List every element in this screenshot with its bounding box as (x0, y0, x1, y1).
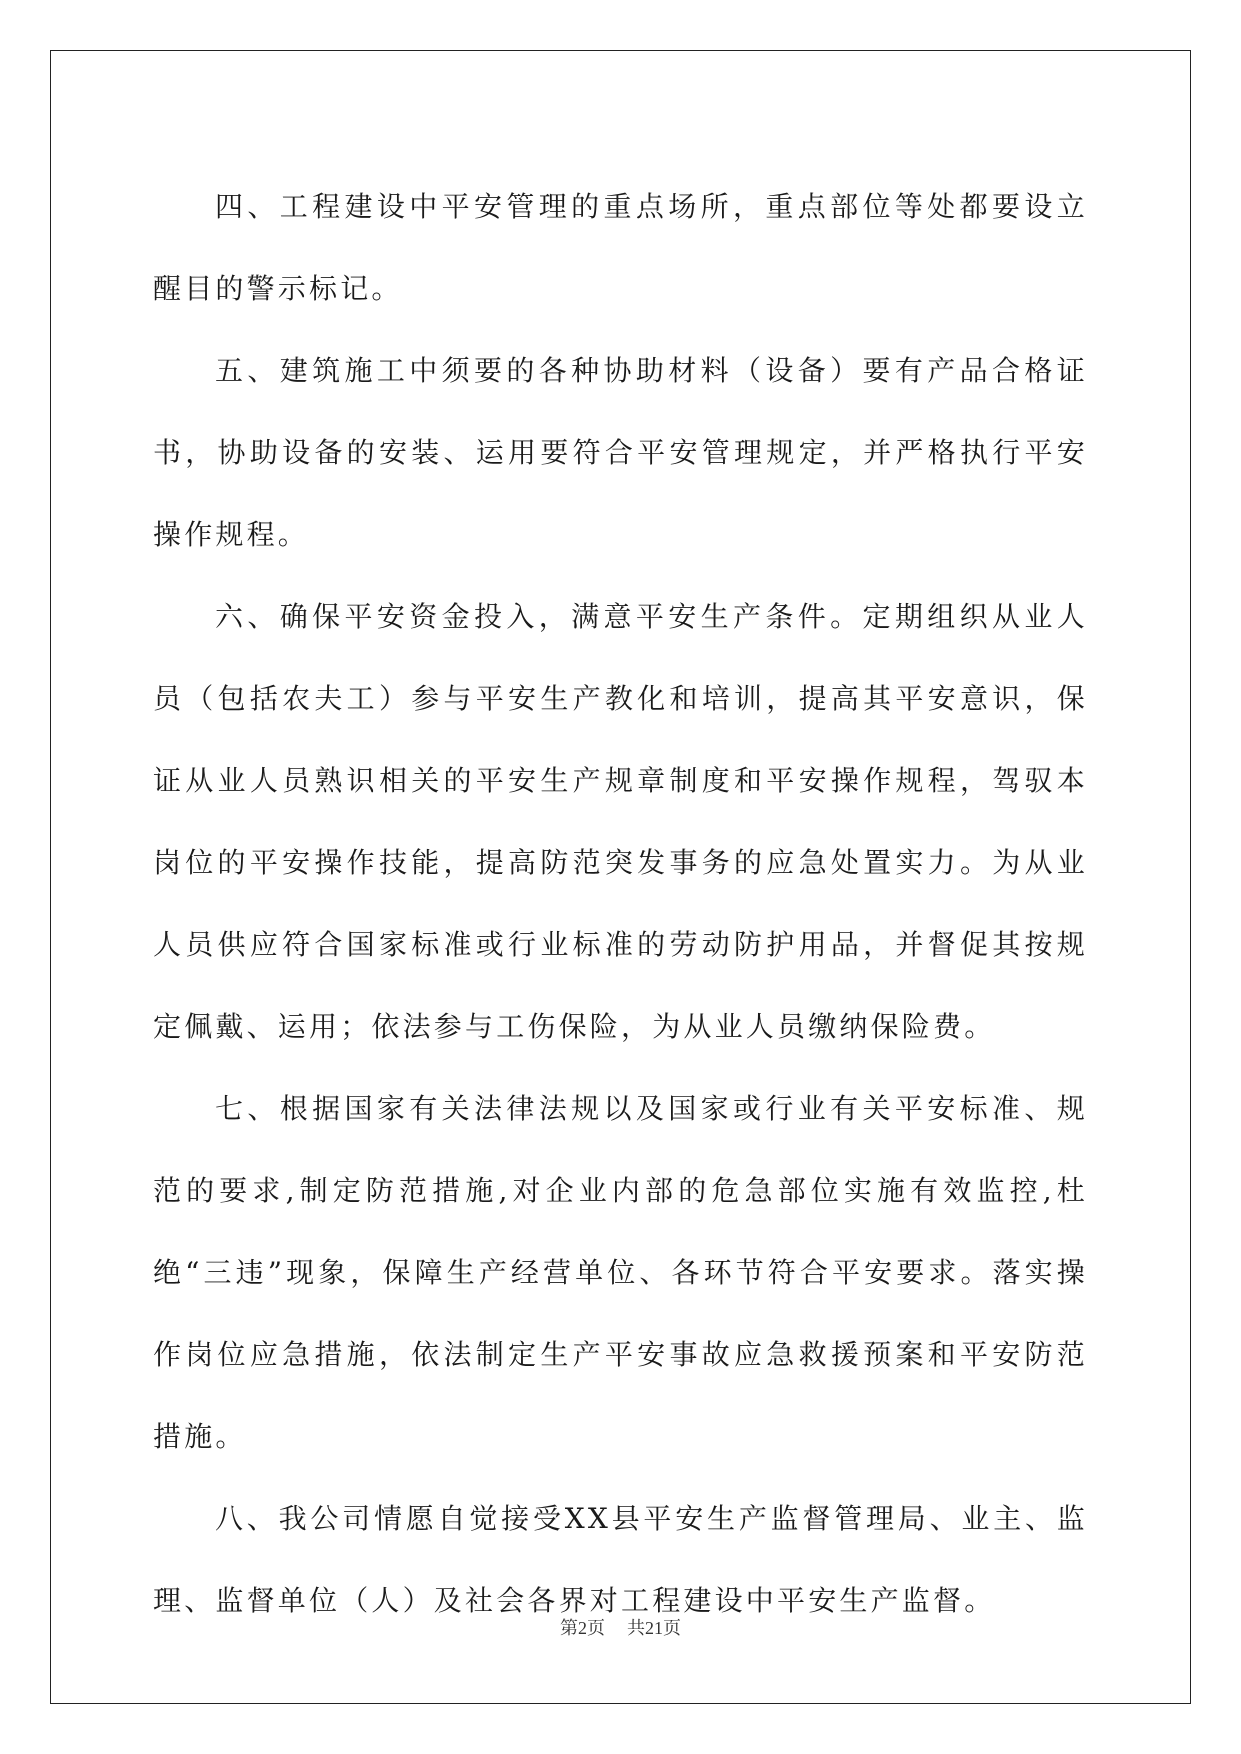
page-total: 共21页 (627, 1618, 681, 1638)
paragraph-5: 五、建筑施工中须要的各种协助材料（设备）要有产品合格证书，协助设备的安装、运用要符合平安管理规定，并严格执行平安操作规程。 (153, 354, 1088, 551)
paragraph-4: 四、工程建设中平安管理的重点场所，重点部位等处都要设立醒目的警示标记。 (153, 190, 1088, 305)
page-footer (0, 1614, 1241, 1640)
page-number: 第2页 (560, 1618, 605, 1638)
document-body (153, 166, 1088, 1642)
paragraph-7: 七、根据国家有关法律法规以及国家或行业有关平安标准、规范的要求,制定防范措施,对企业内部的危急部位实施有效监控,杜绝“三违”现象，保障生产经营单位、各环节符合平安要求。落实操作岗位应急措施，依法制定生产平安事故应急救援预案和平安防范措施。 (153, 1092, 1088, 1453)
paragraph-6: 六、确保平安资金投入，满意平安生产条件。定期组织从业人员（包括农夫工）参与平安生产教化和培训，提高其平安意识，保证从业人员熟识相关的平安生产规章制度和平安操作规程，驾驭本岗位的平安操作技能，提高防范突发事务的应急处置实力。为从业人员供应符合国家标准或行业标准的劳动防护用品，并督促其按规定佩戴、运用；依法参与工伤保险，为从业人员缴纳保险费。 (153, 600, 1088, 1043)
paragraph-8: 八、我公司情愿自觉接受XX县平安生产监督管理局、业主、监理、监督单位（人）及社会各界对工程建设中平安生产监督。 (153, 1502, 1088, 1617)
